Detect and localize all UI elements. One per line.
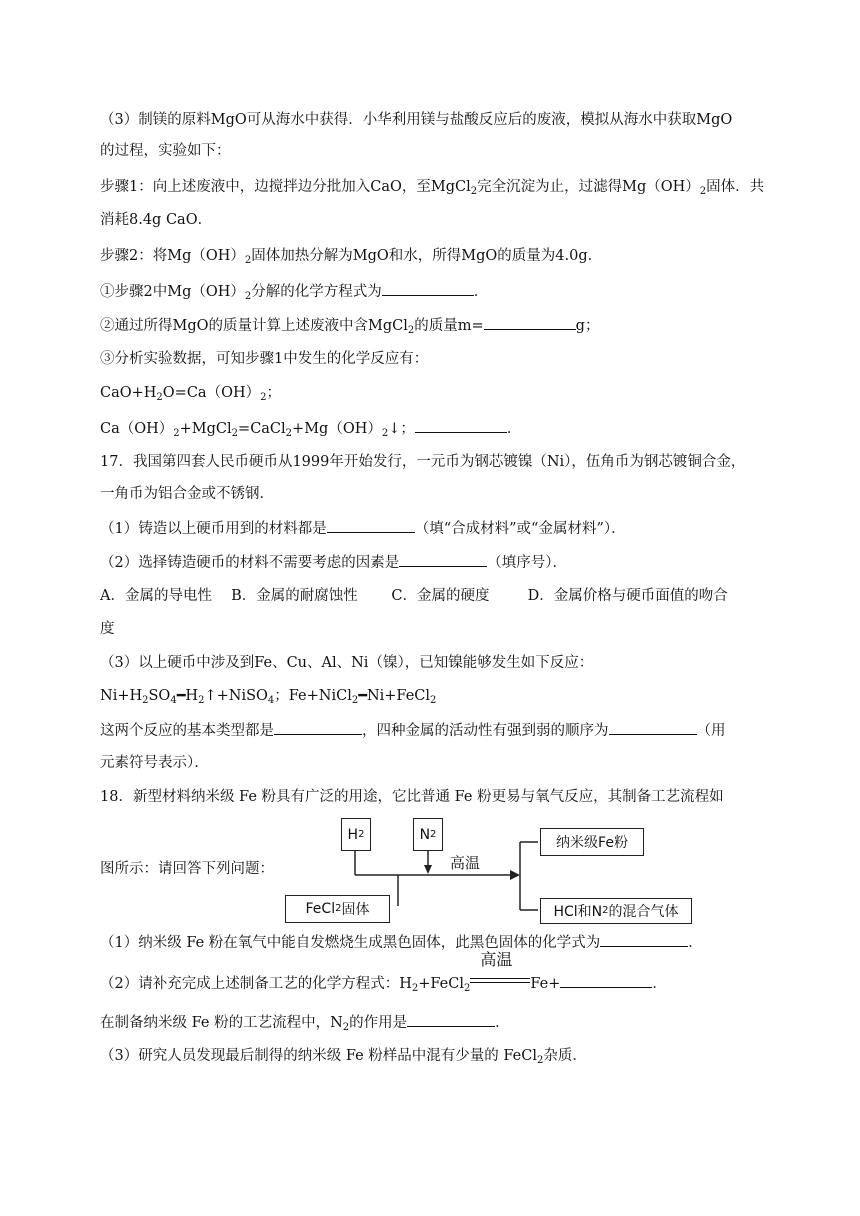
- reaction-condition: 高温: [470, 974, 530, 988]
- h2-box: H 2: [341, 818, 371, 851]
- step2-line: 步骤2：将$Mg(OH)_2$固体加热分解为MgO和水，所得MgO的质量为4.0g．: [100, 248, 603, 266]
- q17-part-2: （2）选择铸造硬币的材料不需要考虑的因素是 （填序号）．: [100, 552, 567, 573]
- sub-question-2: ②通过所得MgO的质量计算上述废液中含MgCl$_2$的质量m= g；: [100, 315, 599, 336]
- q18-n2-role: 在制备纳米级 Fe 粉的工艺流程中，$N_2$的作用是 ．: [100, 1012, 510, 1033]
- question-18-line-2: 图所示：请回答下列问题：: [100, 861, 274, 877]
- q3-line-2: 的过程，实验如下：: [100, 143, 231, 159]
- question-18: 18．新型材料纳米级 Fe 粉具有广泛的用途，它比普通 Fe 粉更易与氧气反应，其制备工艺流程如: [100, 789, 724, 805]
- n2-box: N 2: [413, 818, 443, 851]
- q17-reaction-type: 这两个反应的基本类型都是 ，四种金属的活动性有强到弱的顺序为 （用: [100, 720, 726, 741]
- q18-part-2: （2）请补充完成上述制备工艺的化学方程式：$H_2+FeCl_2$ 高温 Fe+ ．: [100, 950, 667, 994]
- fecl2-box: FeCl 2 固体: [285, 895, 390, 923]
- q18-part-1: （1）纳米级 Fe 粉在氧气中能自发燃烧生成黑色固体，此黑色固体的化学式为 ．: [100, 932, 703, 953]
- condition-label: 高温: [450, 854, 481, 872]
- product-gas-box: HCl和N 2 的混合气体: [540, 898, 692, 924]
- answer-blank[interactable]: [560, 973, 652, 988]
- answer-blank[interactable]: [600, 932, 688, 947]
- q3-line-1: （3）制镁的原料MgO可从海水中获得．小华利用镁与盐酸反应后的废液，模拟从海水中获取MgO: [100, 112, 733, 128]
- question-17: 17．我国第四套人民币硬币从1999年开始发行，一元币为钢芯镀镍（Ni），伍角币为钢芯镀铜合金，: [100, 454, 746, 470]
- equation-2: $Ca(OH)_2+MgCl_2=CaCl_2+Mg(OH)_2↓$； ．: [100, 418, 521, 439]
- product-fe-powder-box: 纳米级Fe粉: [540, 828, 644, 856]
- q17-options: A．金属的导电性 B．金属的耐腐蚀性 C．金属的硬度 D．金属价格与硬币面值的吻合: [100, 588, 728, 604]
- step1-line-2: 消耗8.4g CaO．: [100, 212, 213, 228]
- sub-question-1: ①步骤2中$Mg(OH)_2$分解的化学方程式为 ．: [100, 281, 488, 302]
- step1-line: 步骤1：向上述废液中，边搅拌边分批加入CaO，至MgCl$_2$完全沉淀为止，过滤得$Mg(OH)_2$固体．共: [100, 179, 765, 197]
- sub-question-3: ③分析实验数据，可知步骤1中发生的化学反应有：: [100, 351, 429, 367]
- q17-reactions: $Ni+H_2SO_4━H_2↑+NiSO_4$；Fe+NiCl$_2$━Ni+FeCl$_2$: [100, 688, 437, 706]
- question-17-line-2: 一角币为铝合金或不锈钢．: [100, 486, 274, 502]
- q18-part-3: （3）研究人员发现最后制得的纳米级 Fe 粉样品中混有少量的 FeCl$_2$杂质．: [100, 1048, 587, 1066]
- q17-options-cont: 度: [100, 621, 115, 637]
- answer-blank[interactable]: [407, 1012, 495, 1027]
- equation-1: $CaO+H_2O=Ca(OH)_2$；: [100, 385, 281, 403]
- q17-reaction-type-cont: 元素符号表示）．: [100, 755, 209, 771]
- q17-part-1: （1）铸造以上硬币用到的材料都是 （填“合成材料”或“金属材料”）．: [100, 518, 626, 539]
- q17-part-3: （3）以上硬币中涉及到Fe、Cu、Al、Ni（镍），已知镍能够发生如下反应：: [100, 655, 594, 671]
